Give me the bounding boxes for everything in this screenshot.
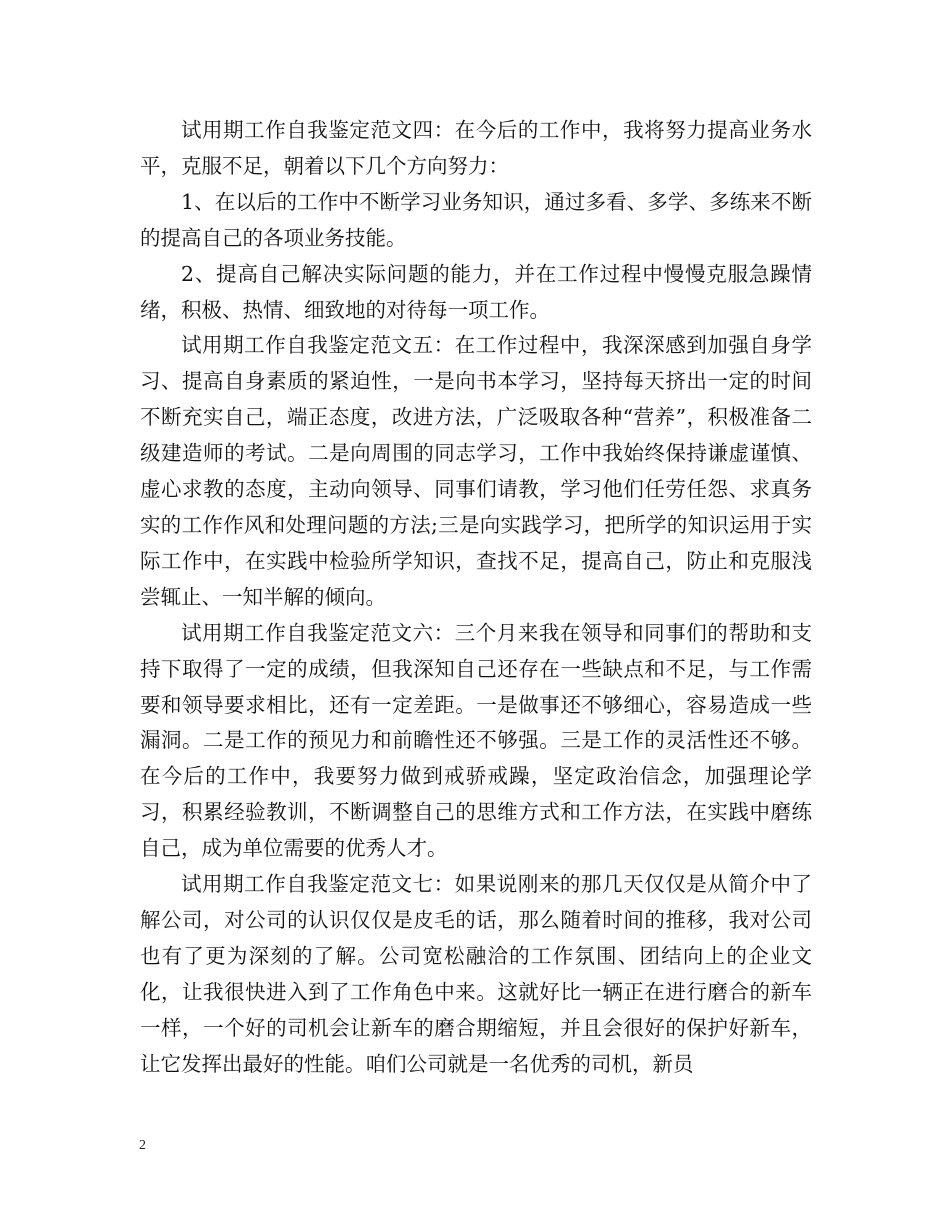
paragraph-sample-four-intro: 试用期工作自我鉴定范文四：在今后的工作中，我将努力提高业务水平，克服不足，朝着以下几个方向努力： [140,118,812,178]
paragraph-sample-six: 试用期工作自我鉴定范文六：三个月来我在领导和同事们的帮助和支持下取得了一定的成绩，但我深知自己还存在一些缺点和不足，与工作需要和领导要求相比，还有一定差距。一是做事还不够细心，容易造成一些漏洞。二是工作的预见力和前瞻性还不够强。三是工作的灵活性还不够。在今后的工作中，我要努力做到戒骄戒躁，坚定政治信念，加强理论学习，积累经验教训，不断调整自己的思维方式和工作方法，在实践中磨练自己，成为单位需要的优秀人才。 [140,620,812,861]
paragraph-point-one: 1、在以后的工作中不断学习业务知识，通过多看、多学、多练来不断的提高自己的各项业务技能。 [140,189,812,250]
paragraph-sample-seven: 试用期工作自我鉴定范文七：如果说刚来的那几天仅仅是从简介中了解公司，对公司的认识仅仅是皮毛的话，那么随着时间的推移，我对公司也有了更为深刻的了解。公司宽松融洽的工作氛围、团结向上的企业文化，让我很快进入到了工作角色中来。这就好比一辆正在进行磨合的新车一样，一个好的司机会让新车的磨合期缩短，并且会很好的保护好新车，让它发挥出最好的性能。咱们公司就是一名优秀的司机，新员 [140,872,812,1076]
paragraph-sample-five: 试用期工作自我鉴定范文五：在工作过程中，我深深感到加强自身学习、提高自身素质的紧迫性，一是向书本学习，坚持每天挤出一定的时间不断充实自己，端正态度，改进方法，广泛吸取各种“营养”，积极准备二级建造师的考试。二是向周围的同志学习，工作中我始终保持谦虚谨慎、虚心求教的态度，主动向领导、同事们请教，学习他们任劳任怨、求真务实的工作作风和处理问题的方法;三是向实践学习，把所学的知识运用于实际工作中，在实践中检验所学知识，查找不足，提高自己，防止和克服浅尝辄止、一知半解的倾向。 [140,333,812,609]
document-body [140,113,812,1082]
page-number: 2 [139,1138,146,1153]
paragraph-point-two: 2、提高自己解决实际问题的能力，并在工作过程中慢慢克服急躁情绪，积极、热情、细致地的对待每一项工作。 [140,261,812,322]
